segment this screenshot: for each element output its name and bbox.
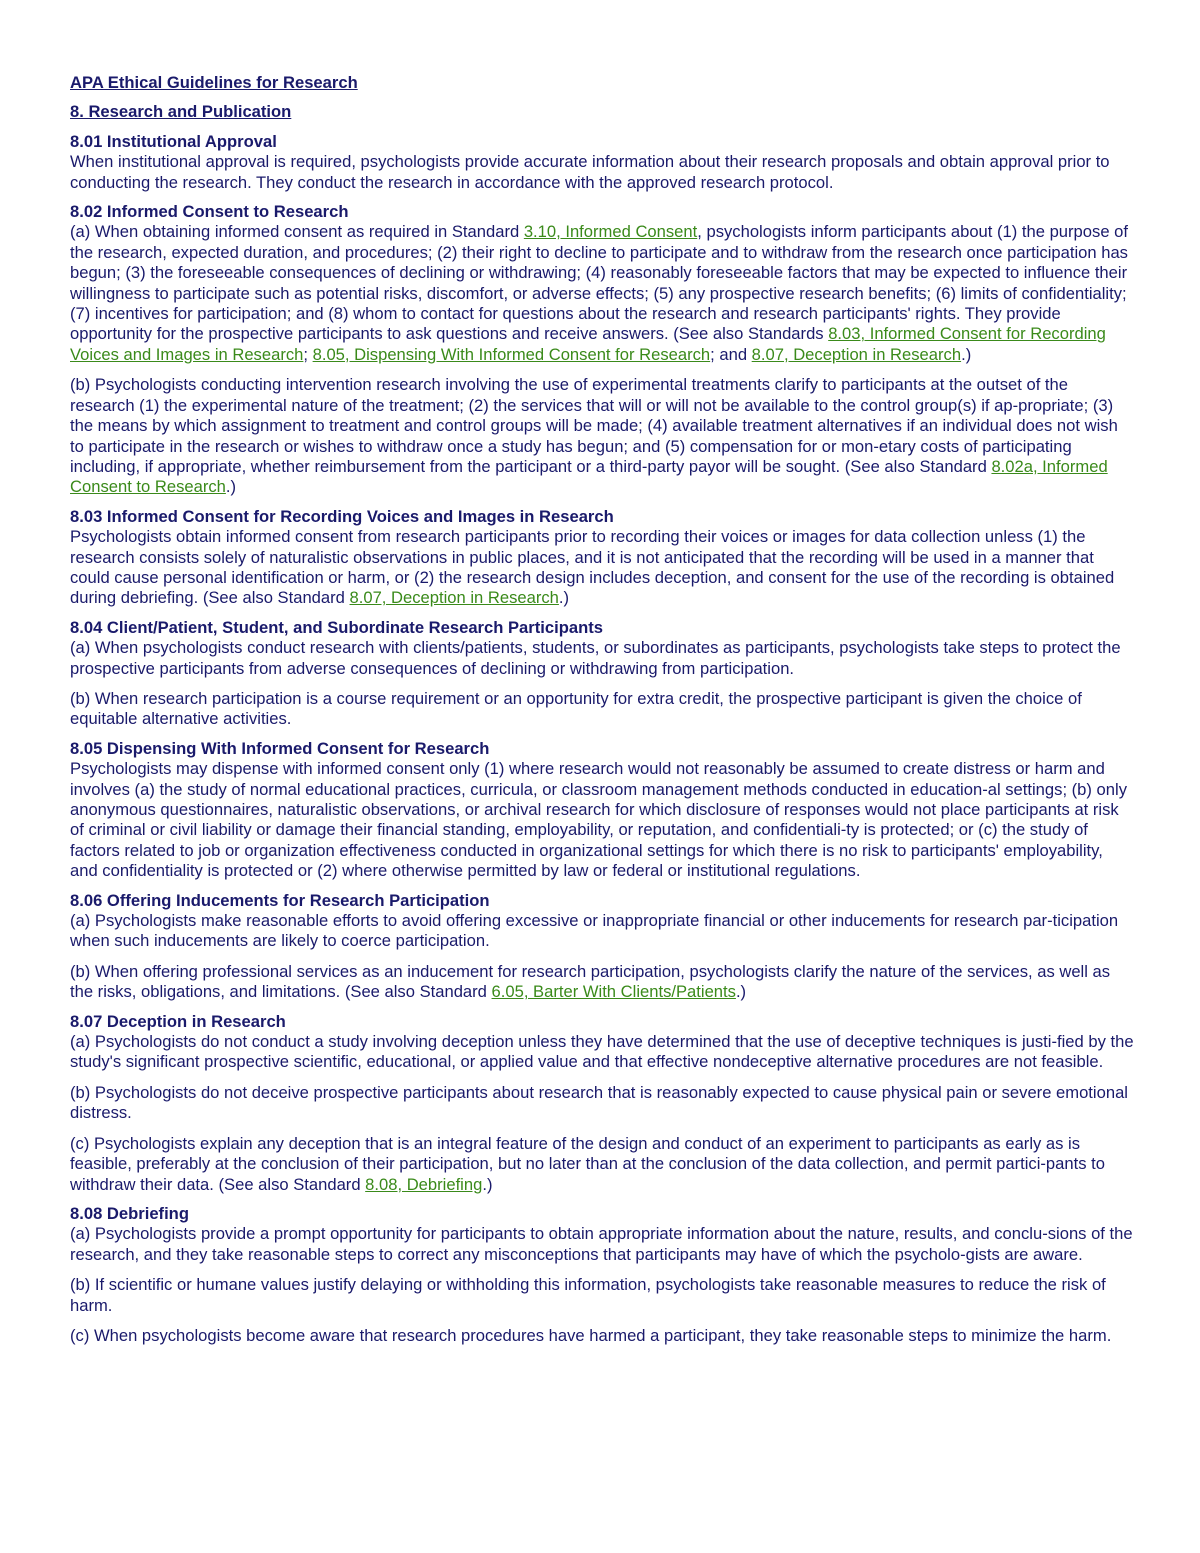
standard-heading: 8.08 Debriefing — [70, 1203, 189, 1223]
standard-paragraph — [70, 759, 1134, 881]
paragraph-text: ; — [303, 344, 313, 364]
paragraph-text: (b) When offering professional services as an inducement for research participation, psychologists clarify the nature of the services, as well as the risks, obligations, and limitations. (See also Standard — [70, 961, 1111, 1002]
paragraph-text: (b) Psychologists conducting intervention research involving the use of experimental treatments clarify to participants at the outset of the research (1) the experimental nature of the treatment; (2) the services that will or will not be available to the control group(s) if ap-propriate; (3) the means by which assignment to treatment and control groups will be made; (4) available treatment alternatives if an individual does not wish to participate in the research or wishes to withdraw once a study has begun; and (5) compensation for or mon-etary costs of participating including, if appropriate, whether reimbursement from the participant or a third-party payor will be sought. (See also Standard — [70, 375, 1118, 476]
paragraph-text: Psychologists obtain informed consent from research participants prior to recording their voices or images for data collection unless (1) the research consists solely of naturalistic observations in public places, and it is not anticipated that the recording will be used in a manner that could cause personal identification or harm, or (2) the research design includes deception, and consent for the use of the recording is obtained during debriefing. (See also Standard — [70, 527, 1115, 608]
standard-block — [70, 1012, 1134, 1195]
paragraph-text: (a) Psychologists make reasonable efforts to avoid offering excessive or inappropriate financial or other inducements for research par-ticipation when such inducements are likely to coerce participation. — [70, 911, 1119, 951]
paragraph-text: .) — [735, 982, 747, 1002]
standard-heading: 8.07 Deception in Research — [70, 1011, 286, 1031]
standard-heading: 8.03 Informed Consent for Recording Voices and Images in Research — [70, 506, 614, 526]
standard-paragraph — [70, 527, 1134, 609]
paragraph-text: (b) When research participation is a course requirement or an opportunity for extra credit, the prospective participant is given the choice of equitable alternative activities. — [70, 688, 1082, 729]
standard-paragraph — [70, 1326, 1134, 1346]
standard-paragraph — [70, 911, 1134, 952]
paragraph-text: , psychologists inform participants about (1) the purpose of the research, expected duration, and procedures; (2) their right to decline to participate and to withdraw from the research once participation has begun; (3) the foreseeable consequences of declining or withdrawing; (4) reasonably foreseeable factors that may be expected to influence their willingness to participate such as potential risks, discomfort, or adverse effects; (5) any prospective research benefits; (6) limits of confidentiality; (7) incentives for participation; and (8) whom to contact for questions about the research and research participants' rights. They provide opportunity for the prospective participants to ask questions and receive answers. (See also Standards — [70, 222, 1128, 344]
paragraph-text: (a) When obtaining informed consent as required in Standard — [70, 222, 524, 242]
paragraph-text: (c) Psychologists explain any deception that is an integral feature of the design and conduct of an experiment to participants as early as is feasible, preferably at the conclusion of their participation, but no later than at the conclusion of the data collection, and permit partici-pants to withdraw their data. (See also Standard — [70, 1133, 1105, 1194]
standard-paragraph — [70, 1134, 1134, 1195]
standard-block — [70, 1204, 1134, 1346]
standard-paragraph — [70, 222, 1134, 365]
paragraph-text: ; and — [710, 344, 752, 364]
paragraph-text: .) — [225, 477, 237, 497]
paragraph-text: (a) When psychologists conduct research with clients/patients, students, or subordinates as participants, psychologists take steps to protect the prospective participants from adverse consequences of declining or withdrawing from participation. — [70, 638, 1121, 678]
paragraph-text: (b) If scientific or humane values justify delaying or withholding this information, psychologists take reasonable measures to reduce the risk of harm. — [70, 1275, 1106, 1315]
standard-paragraph — [70, 152, 1134, 193]
cross-reference-link[interactable]: 8.07, Deception in Research — [349, 588, 559, 608]
paragraph-text: .) — [482, 1174, 493, 1194]
standard-paragraph — [70, 1083, 1134, 1124]
paragraph-text: (a) Psychologists do not conduct a study involving deception unless they have determined that the use of deceptive techniques is justi-fied by the study's significant prospective scientific, educational, or applied value and that effective nondeceptive alternative procedures are not feasible. — [70, 1032, 1134, 1072]
paragraph-text: (c) When psychologists become aware that research procedures have harmed a participant, they take reasonable steps to minimize the harm. — [70, 1325, 1112, 1345]
standard-heading: 8.05 Dispensing With Informed Consent for Research — [70, 738, 490, 758]
paragraph-text: (b) Psychologists do not deceive prospective participants about research that is reasonably expected to cause physical pain or severe emotional distress. — [70, 1082, 1128, 1123]
standard-paragraph — [70, 1275, 1134, 1316]
standard-heading: 8.06 Offering Inducements for Research Participation — [70, 890, 490, 910]
standard-heading: 8.04 Client/Patient, Student, and Subordinate Research Participants — [70, 617, 603, 637]
standard-paragraph — [70, 689, 1134, 730]
standard-paragraph — [70, 962, 1134, 1003]
standard-block — [70, 739, 1134, 882]
paragraph-text: .) — [558, 588, 570, 608]
standard-paragraph — [70, 375, 1134, 497]
section-title-link[interactable]: 8. Research and Publication — [70, 102, 292, 122]
cross-reference-link[interactable]: 8.07, Deception in Research — [751, 344, 962, 364]
standard-paragraph — [70, 1224, 1134, 1265]
cross-reference-link[interactable]: 8.03, Informed Consent for Recording Voices and Images in Research — [70, 324, 1106, 364]
cross-reference-link[interactable]: 3.10, Informed Consent — [523, 222, 698, 242]
paragraph-text: (a) Psychologists provide a prompt opportunity for participants to obtain appropriate information about the nature, results, and conclu-sions of the research, and they take reasonable steps to correct any misconceptions that participants may have of which the psycholo-gists are aware. — [70, 1224, 1133, 1264]
cross-reference-link[interactable]: 8.08, Debriefing — [365, 1174, 483, 1194]
standards-list — [70, 132, 1134, 1347]
standard-paragraph — [70, 638, 1134, 679]
document-title-link[interactable]: APA Ethical Guidelines for Research — [70, 73, 358, 92]
standard-block — [70, 507, 1134, 609]
cross-reference-link[interactable]: 8.02a, Informed Consent to Research — [70, 456, 1108, 497]
cross-reference-link[interactable]: 8.05, Dispensing With Informed Consent for Research — [312, 344, 711, 364]
standard-heading: 8.01 Institutional Approval — [70, 131, 277, 151]
standard-block — [70, 891, 1134, 1003]
standard-paragraph — [70, 1032, 1134, 1073]
paragraph-text: Psychologists may dispense with informed consent only (1) where research would not reasonably be assumed to create distress or harm and involves (a) the study of normal educational practices, curricula, or classroom management methods conducted in education-al settings; (b) only anonymous questionnaires, naturalistic observations, or archival research for which disclosure of responses would not place participants at risk of criminal or civil liability or damage their financial standing, employability, or reputation, and confidentiali-ty is protected; or (c) the study of factors related to job or organization effectiveness conducted in organizational settings for which there is no risk to participants' employability, and confidentiality is protected or (2) where otherwise permitted by law or federal or institutional regulations. — [70, 759, 1127, 881]
paragraph-text: .) — [961, 344, 972, 364]
cross-reference-link[interactable]: 6.05, Barter With Clients/Patients — [491, 982, 736, 1002]
paragraph-text: When institutional approval is required, psychologists provide accurate information about their research proposals and obtain approval prior to conducting the research. They conduct the research in accordance with the approved research protocol. — [70, 152, 1110, 192]
standard-block — [70, 132, 1134, 193]
standard-block — [70, 202, 1134, 498]
standard-heading: 8.02 Informed Consent to Research — [70, 202, 349, 222]
standard-block — [70, 618, 1134, 730]
